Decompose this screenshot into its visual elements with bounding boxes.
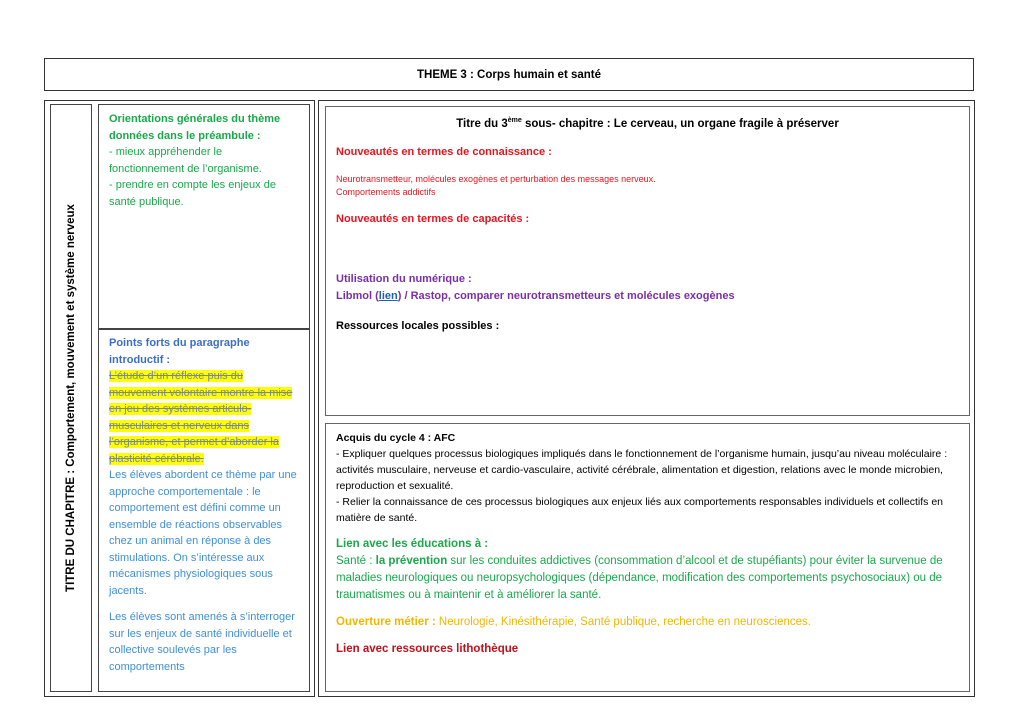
- orientations-heading: Orientations générales du thème données dans le préambule :: [109, 113, 281, 142]
- orientations-cell: [98, 104, 310, 330]
- numerique-line: Libmol (lien) / Rastop, comparer neurotransmetteurs et molécules exogènes: [336, 289, 735, 302]
- struck-highlighted-text: L’étude d’un réflexe puis du mouvement volontaire montre la mise en jeu des systèmes articulo-musculaires et nerveux dans l’organisme, et permet d’aborder la plasticité cérébrale.: [109, 370, 293, 465]
- theme-title: THEME 3 : Corps humain et santé: [416, 68, 602, 81]
- sous-chapitre-title: Titre du 3ème sous- chapitre : Le cerveau, un organe fragile à préserver: [456, 117, 839, 130]
- sante-paragraph: Santé : la prévention sur les conduites addictives (consommation d’alcool et de stupéfiants) pour éviter la survenue de maladies neurologiques ou neuropsychologiques (dépendance, modification des comportements psychosociaux) ou de traumatismes ou à maintenir et à améliorer la santé.: [336, 555, 943, 601]
- orientations-line: - prendre en compte les enjeux de santé publique.: [109, 179, 276, 208]
- orientations-line: - mieux appréhender le fonctionnement de l’organisme.: [109, 146, 262, 175]
- acquis-line: - Relier la connaissance de ces processus biologiques aux enjeux liés aux comportements responsables individuels et collectifs en matière de santé.: [336, 496, 943, 524]
- metier-line: Ouverture métier : Neurologie, Kinésithérapie, Santé publique, recherche en neurosciences.: [336, 616, 811, 628]
- chapter-title-cell: [50, 104, 92, 692]
- acquis-heading: Acquis du cycle 4 : AFC: [336, 432, 456, 444]
- points-forts-paragraph: Les élèves sont amenés à s’interroger sur les enjeux de santé individuelle et collective soulevés par les comportements: [109, 611, 295, 673]
- connaissance-line: Neurotransmetteur, molécules exogènes et perturbation des messages nerveux.: [336, 173, 656, 184]
- acquis-line: - Expliquer quelques processus biologiques impliqués dans le fonctionnement de l’organisme humain, jusqu’au niveau moléculaire : activités musculaire, nerveuse et cardio-vasculaire, activité cérébrale, alimentation et digestion, relations avec le monde microbien, reproduction et sexualité.: [336, 448, 948, 492]
- points-forts-cell: [98, 328, 310, 692]
- libmol-link[interactable]: lien: [378, 289, 398, 302]
- chapter-title: TITRE DU CHAPITRE : Comportement, mouvement et système nerveux: [65, 204, 78, 592]
- theme-title-box: [44, 58, 974, 91]
- points-forts-heading: Points forts du paragraphe introductif :: [109, 337, 250, 366]
- educations-heading: Lien avec les éducations à :: [336, 538, 489, 550]
- ressources-heading: Ressources locales possibles :: [336, 320, 500, 333]
- connaissance-heading: Nouveautés en termes de connaissance :: [336, 146, 552, 159]
- sous-chapitre-cell: [325, 106, 970, 416]
- numerique-heading: Utilisation du numérique :: [336, 273, 472, 286]
- capacites-heading: Nouveautés en termes de capacités :: [336, 212, 530, 225]
- acquis-cell: [325, 423, 970, 692]
- lithotheque-link-text: Lien avec ressources lithothèque: [336, 643, 519, 655]
- points-forts-paragraph: Les élèves abordent ce thème par une approche comportementale : le comportement est défini comme un ensemble de réactions observables chez un animal en réponse à des stimulations. On s’intéresse aux mécanismes physiologiques sous jacents.: [109, 469, 297, 597]
- connaissance-line: Comportements addictifs: [336, 186, 436, 197]
